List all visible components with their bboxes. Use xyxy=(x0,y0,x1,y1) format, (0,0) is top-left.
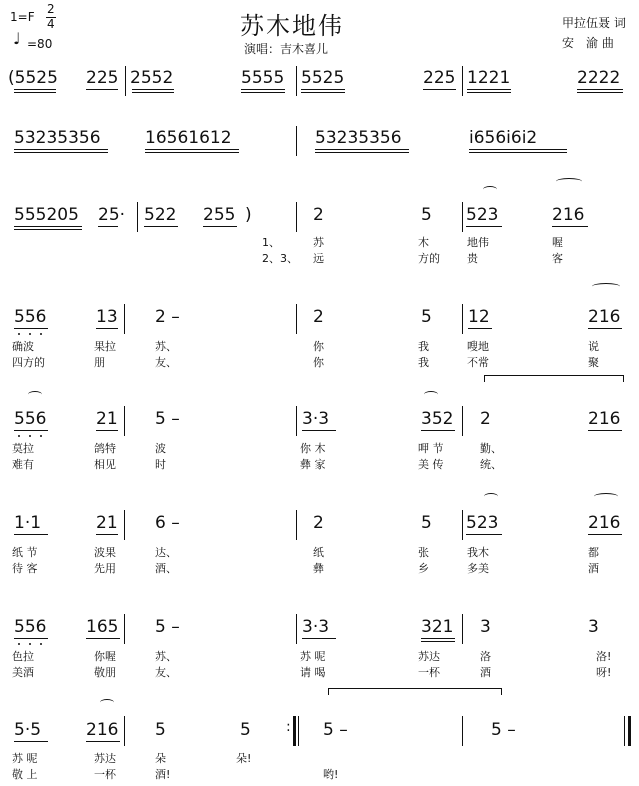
lyric-verse1: 苏、 xyxy=(155,650,177,663)
song-title: 苏木地伟 xyxy=(240,12,344,40)
lyric-verse1: 呷 节 xyxy=(418,442,444,455)
lyric-verse1: 你 木 xyxy=(300,442,326,455)
note-group: 12 xyxy=(468,307,490,327)
lyric-verse1: 你喔 xyxy=(94,650,116,663)
lyric-verse2: 哟! xyxy=(323,768,339,781)
note-group: 3 xyxy=(588,617,599,637)
lyric-verse2: 酒、 xyxy=(155,562,177,575)
lyric-verse2: 时 xyxy=(155,458,166,471)
lyric-verse2: 一杯 xyxy=(418,666,440,679)
lyric-verse2: 呀! xyxy=(596,666,612,679)
lyric-verse2: 敬 上 xyxy=(12,768,38,781)
lyric-verse2: 朋 xyxy=(94,356,105,369)
lyric-verse2: 彝 家 xyxy=(300,458,326,471)
note-group: 523 xyxy=(466,205,499,225)
note-group: 53235356 xyxy=(315,128,402,148)
lyric-verse1: 波果 xyxy=(94,546,116,559)
lyric-verse1: 苏达 xyxy=(418,650,440,663)
note-group: 3·3 xyxy=(302,409,330,429)
lyric-verse2: 不常 xyxy=(467,356,489,369)
note-group: 321 xyxy=(421,617,454,637)
lyric-verse1: 嗖地 xyxy=(467,340,489,353)
lyric-verse2: 相见 xyxy=(94,458,116,471)
lyric-verse2: 我 xyxy=(418,356,429,369)
lyric-verse2: 先用 xyxy=(94,562,116,575)
lyric-verse2: 美酒 xyxy=(12,666,34,679)
note-group: 21 xyxy=(96,409,118,429)
key-signature: 1=F xyxy=(10,10,35,24)
note-group: 522 xyxy=(144,205,177,225)
lyric-verse1: 说 xyxy=(588,340,599,353)
note-group: 225 xyxy=(86,68,119,88)
lyric-verse2: 友、 xyxy=(155,666,177,679)
quarter-note-icon: ♩ xyxy=(13,29,21,48)
note-group: 5 xyxy=(421,513,432,533)
repeat-dots-icon: : xyxy=(286,719,291,735)
note-group: 5 – xyxy=(155,617,180,637)
lyric-verse2: 酒 xyxy=(588,562,599,575)
lyric-verse1: 木 xyxy=(418,236,429,249)
lyric-verse1: 张 xyxy=(418,546,429,559)
lyric-verse2: 远 xyxy=(313,252,324,265)
note-group: 216 xyxy=(588,307,621,327)
lyric-verse1: 纸 节 xyxy=(12,546,38,559)
note-group: 255 xyxy=(203,205,236,225)
note-group: 5 xyxy=(421,307,432,327)
note-group: 5 – xyxy=(323,720,348,740)
note-group: i656i6i2 xyxy=(469,128,538,148)
lyric-verse1: 苏 呢 xyxy=(12,752,38,765)
lyric-verse2: 待 客 xyxy=(12,562,38,575)
note-group: 556 xyxy=(14,617,47,637)
lyric-verse2: 聚 xyxy=(588,356,599,369)
lyric-verse1: 勤、 xyxy=(480,442,502,455)
lyric-verse2: 一杯 xyxy=(94,768,116,781)
note-group: 352 xyxy=(421,409,454,429)
composer-credit: 安 渝 曲 xyxy=(562,36,614,50)
lyric-verse1: 你 xyxy=(313,340,324,353)
note-group: 556 xyxy=(14,409,47,429)
lyric-verse2: 敬朋 xyxy=(94,666,116,679)
note-group: 5555 xyxy=(241,68,285,88)
note-group: 2222 xyxy=(577,68,621,88)
time-signature-top: 2 xyxy=(47,2,55,16)
lyric-verse1: 喔 xyxy=(552,236,563,249)
note-group: 5 xyxy=(155,720,166,740)
lyric-verse1: 苏 呢 xyxy=(300,650,326,663)
lyric-verse1: 1、 xyxy=(262,236,280,249)
note-group: 3·3 xyxy=(302,617,330,637)
note-group: 555205 xyxy=(14,205,79,225)
note-group: 2 – xyxy=(155,307,180,327)
lyric-verse2: 彝 xyxy=(313,562,324,575)
lyric-verse2: 酒 xyxy=(480,666,491,679)
lyric-verse2: 客 xyxy=(552,252,563,265)
lyric-verse2: 美 传 xyxy=(418,458,444,471)
time-signature-bottom: 4 xyxy=(47,17,55,31)
note-group: 53235356 xyxy=(14,128,101,148)
note-group: 556 xyxy=(14,307,47,327)
lyric-verse2: 乡 xyxy=(418,562,429,575)
note-group: 225 xyxy=(423,68,456,88)
note-group: 1221 xyxy=(467,68,511,88)
note-group: 5 – xyxy=(155,409,180,429)
note-group: 13 xyxy=(96,307,118,327)
lyric-verse1: 鸽特 xyxy=(94,442,116,455)
note-group: 5·5 xyxy=(14,720,42,740)
note-group: 523 xyxy=(466,513,499,533)
note-group: (5525 xyxy=(8,68,58,88)
lyric-verse1: 朵 xyxy=(155,752,166,765)
lyric-verse1: 都 xyxy=(588,546,599,559)
note-group: 165 xyxy=(86,617,119,637)
lyric-verse1: 朵! xyxy=(236,752,252,765)
lyric-verse2: 友、 xyxy=(155,356,177,369)
note-group: 216 xyxy=(86,720,119,740)
lyric-verse2: 方的 xyxy=(418,252,440,265)
lyric-verse1: 莫拉 xyxy=(12,442,34,455)
note-group: 2 xyxy=(480,409,491,429)
lyric-verse1: 地伟 xyxy=(467,236,489,249)
lyric-verse1: 我木 xyxy=(467,546,489,559)
note-group: 5 – xyxy=(491,720,516,740)
lyric-verse2: 贵 xyxy=(467,252,478,265)
lyric-verse2: 难有 xyxy=(12,458,34,471)
note-group: ) xyxy=(245,205,252,225)
tempo-marking: =80 xyxy=(27,37,53,51)
note-group: 25· xyxy=(98,205,126,225)
note-group: 5 xyxy=(240,720,251,740)
note-group: 2 xyxy=(313,205,324,225)
lyric-verse1: 洛 xyxy=(480,650,491,663)
note-group: 6 – xyxy=(155,513,180,533)
note-group: 2 xyxy=(313,307,324,327)
note-group: 216 xyxy=(588,513,621,533)
note-group: 16561612 xyxy=(145,128,232,148)
lyric-verse1: 我 xyxy=(418,340,429,353)
singer-credit: 演唱：吉木喜儿 xyxy=(244,42,329,56)
note-group: 5 xyxy=(421,205,432,225)
lyric-verse2: 2、3、 xyxy=(262,252,298,265)
lyric-verse2: 你 xyxy=(313,356,324,369)
note-group: 3 xyxy=(480,617,491,637)
note-group: 1·1 xyxy=(14,513,42,533)
note-group: 216 xyxy=(588,409,621,429)
lyric-verse2: 四方的 xyxy=(12,356,45,369)
lyric-verse2: 多美 xyxy=(467,562,489,575)
note-group: 2552 xyxy=(130,68,174,88)
lyric-verse2: 统、 xyxy=(480,458,502,471)
lyric-verse1: 达、 xyxy=(155,546,177,559)
lyric-verse1: 纸 xyxy=(313,546,324,559)
lyricist-credit: 甲拉伍聂 词 xyxy=(562,16,626,30)
lyric-verse1: 果拉 xyxy=(94,340,116,353)
note-group: 5525 xyxy=(301,68,345,88)
lyric-verse2: 请 喝 xyxy=(300,666,326,679)
lyric-verse1: 色拉 xyxy=(12,650,34,663)
lyric-verse2: 酒! xyxy=(155,768,171,781)
lyric-verse1: 确波 xyxy=(12,340,34,353)
note-group: 21 xyxy=(96,513,118,533)
note-group: 216 xyxy=(552,205,585,225)
lyric-verse1: 波 xyxy=(155,442,166,455)
lyric-verse1: 苏 xyxy=(313,236,324,249)
lyric-verse1: 苏达 xyxy=(94,752,116,765)
note-group: 2 xyxy=(313,513,324,533)
lyric-verse1: 苏、 xyxy=(155,340,177,353)
lyric-verse1: 洛! xyxy=(596,650,612,663)
